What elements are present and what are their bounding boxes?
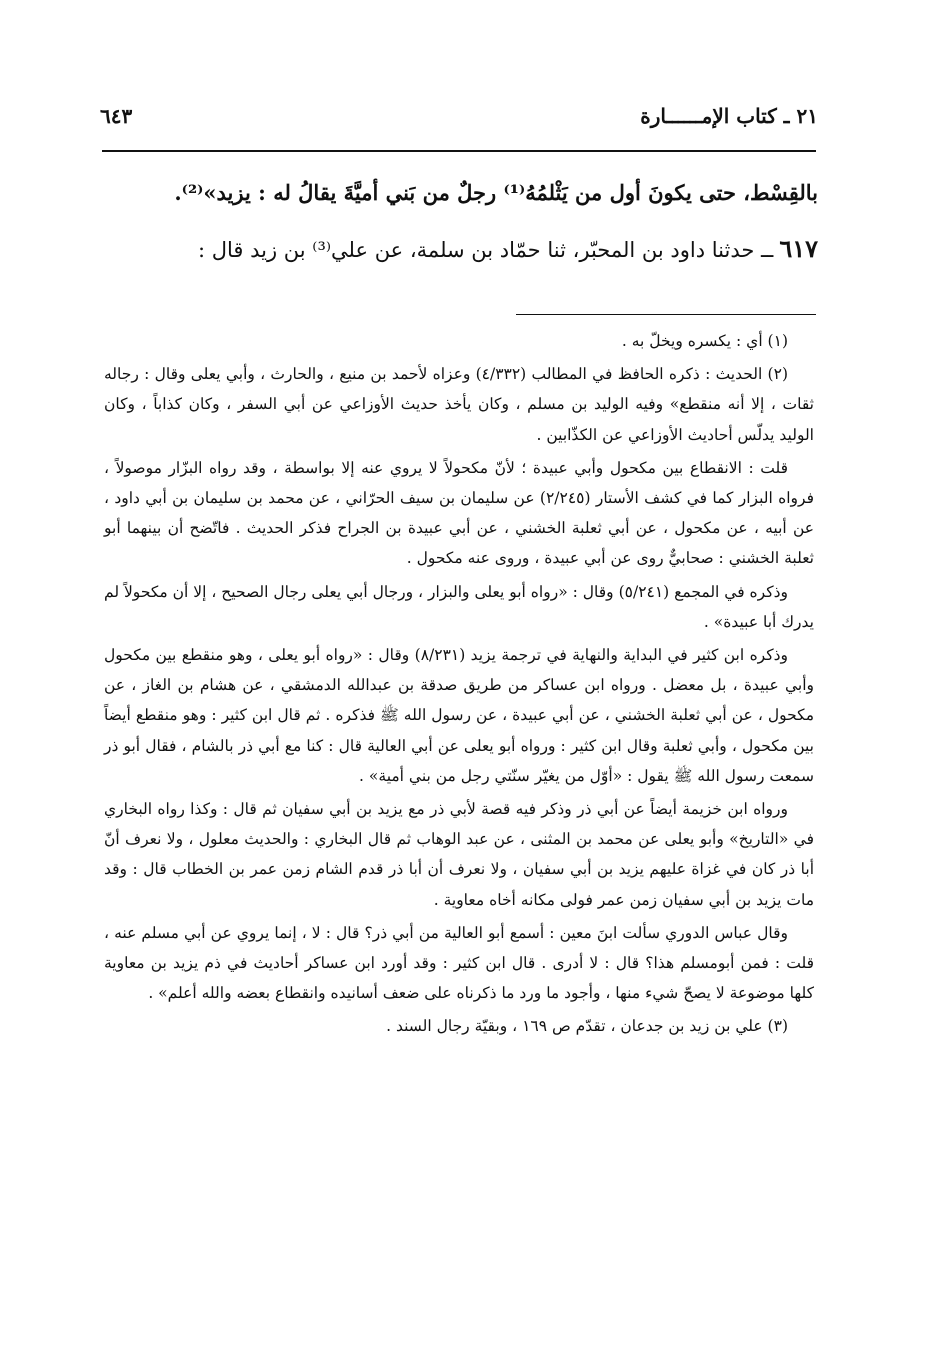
footnote-2-para-4: وذكره ابن كثير في البداية والنهاية في ترجمة يزيد (٨/٢٣١) وقال : «رواه أبو يعلى ، وهو منقطع بين مكحول وأبي عبيدة ، بل معضل . ورواه ابن عساكر من طريق صدقة بن عبدالله الدمشقي ، عن هشام بن الغاز ، عن مكحول ، عن أبي ثعلبة الخشني ، عن أبي عبيدة ، عن رسول الله ﷺ فذكره . ثم قال ابن كثير : وهو منقطع أيضاً بين مكحول ، وأبي ثعلبة وقال ابن كثير : ورواه أبو يعلى عن أبي العالية قال : كنا مع أبي ذر بالشام ، فقال أبو ذر سمعت رسول الله ﷺ يقول : «أوّل من يغيّر سنّتي رجل من بني أمية» . (104, 646, 814, 785)
footnote-2: (٢) الحديث : ذكره الحافظ في المطالب (٤/٣٣٢) وعزاه لأحمد بن منيع ، والحارث ، وأبي يعلى وقال : رجاله ثقات ، إلا أنه منقطع» وفيه الوليد بن مسلم ، وكان يأخذ حديث الأوزاعي عن أبي السفر ، وكان كذاباً ، وكان الوليد يدلّس أحاديث الأوزاعي عن الكذّابين . (104, 365, 814, 444)
running-head (100, 92, 818, 128)
footnote-2-para-2: قلت : الانقطاع بين مكحول وأبي عبيدة ؛ لأنّ مكحولاً لا يروي عنه إلا بواسطة ، وقد رواه البزّار موصولاً ، فرواه البزار كما في كشف الأستار (٢/٢٤٥) عن سليمان بن سيف الحرّاني ، عن محمد بن سليمان بن أبي داود ، عن أبيه ، عن مكحول ، عن أبي ثعلبة الخشني ، عن أبي عبيدة بن الجراح فذكر الحديث . فاتّضح أن بينهما أبو ثعلبة الخشني : صحابيٌّ روى عن أبي عبيدة ، وروى عنه مكحول . (104, 458, 814, 568)
page-number: ٦٤٣ (100, 104, 133, 128)
footnote-3: (٣) علي بن زيد بن جدعان ، تقدّم ص ١٦٩ ، وبقيّة رجال السند . (386, 1017, 788, 1036)
main-text (100, 165, 818, 278)
footnote-2-para-3: وذكره في المجمع (٥/٢٤١) وقال : «رواه أبو يعلى والبزار ، ورجال أبي يعلى رجال الصحيح ، إلا أن مكحولاً لم يدرك أبا عبيدة» . (104, 582, 814, 631)
footnote-rule (516, 314, 816, 315)
hadith-text: ــ حدثنا داود بن المحبّر، ثنا حمّاد بن سلمة، عن علي⁽³⁾ بن زيد قال : (197, 238, 774, 262)
chapter-title: ٢١ ـ كتاب الإمــــــارة (640, 104, 818, 128)
main-line-continuation: بالقِسْط، حتى يكونَ أول من يَثْلمُهُ⁽¹⁾ رجلٌ من بَني أميَّةَ يقالُ له : يزيد»⁽²⁾. (174, 180, 818, 205)
header-rule (102, 150, 816, 152)
hadith-number: ٦١٧ (779, 234, 818, 263)
footnotes (104, 326, 814, 1045)
footnote-2-para-6: وقال عباس الدوري سألت ابنَ معين : أسمع أبو العالية من أبي ذر؟ قال : لا ، إنما يروي عن أبي مسلم عنه ، قلت : فمن أبومسلم هذا؟ قال : لا أدرى . قال ابن كثير : وقد أورد ابن عساكر أحاديث في ذم يزيد بن معاوية كلها موضوعة لا يصحّ شيء منها ، وأجود ما ورد ما ذكرناه على ضعف أسانيده وانقطاع بعضه والله أعلم» . (104, 923, 814, 1003)
hadith-617 (100, 221, 818, 278)
footnote-1: (١) أي : يكسره ويخلّ به . (621, 332, 788, 350)
footnote-2-para-5: ورواه ابن خزيمة أيضاً عن أبي ذر وذكر فيه قصة لأبي ذر مع يزيد بن أبي سفيان ثم قال : وكذا رواه البخاري في «التاريخ» وأبو يعلى عن محمد بن المثنى ، عن عبد الوهاب ثم قال البخاري : والحديث معلول ، ولا نعرف أنّ أبا ذر كان في غزاة عليهم يزيد بن أبي سفيان ، ولا نعرف أن أبا ذر قدم الشام زمن عمر بن الخطاب قال : وقد مات يزيد بن أبي سفيان زمن عمر فولى مكانه أخاه معاوية . (104, 800, 814, 909)
